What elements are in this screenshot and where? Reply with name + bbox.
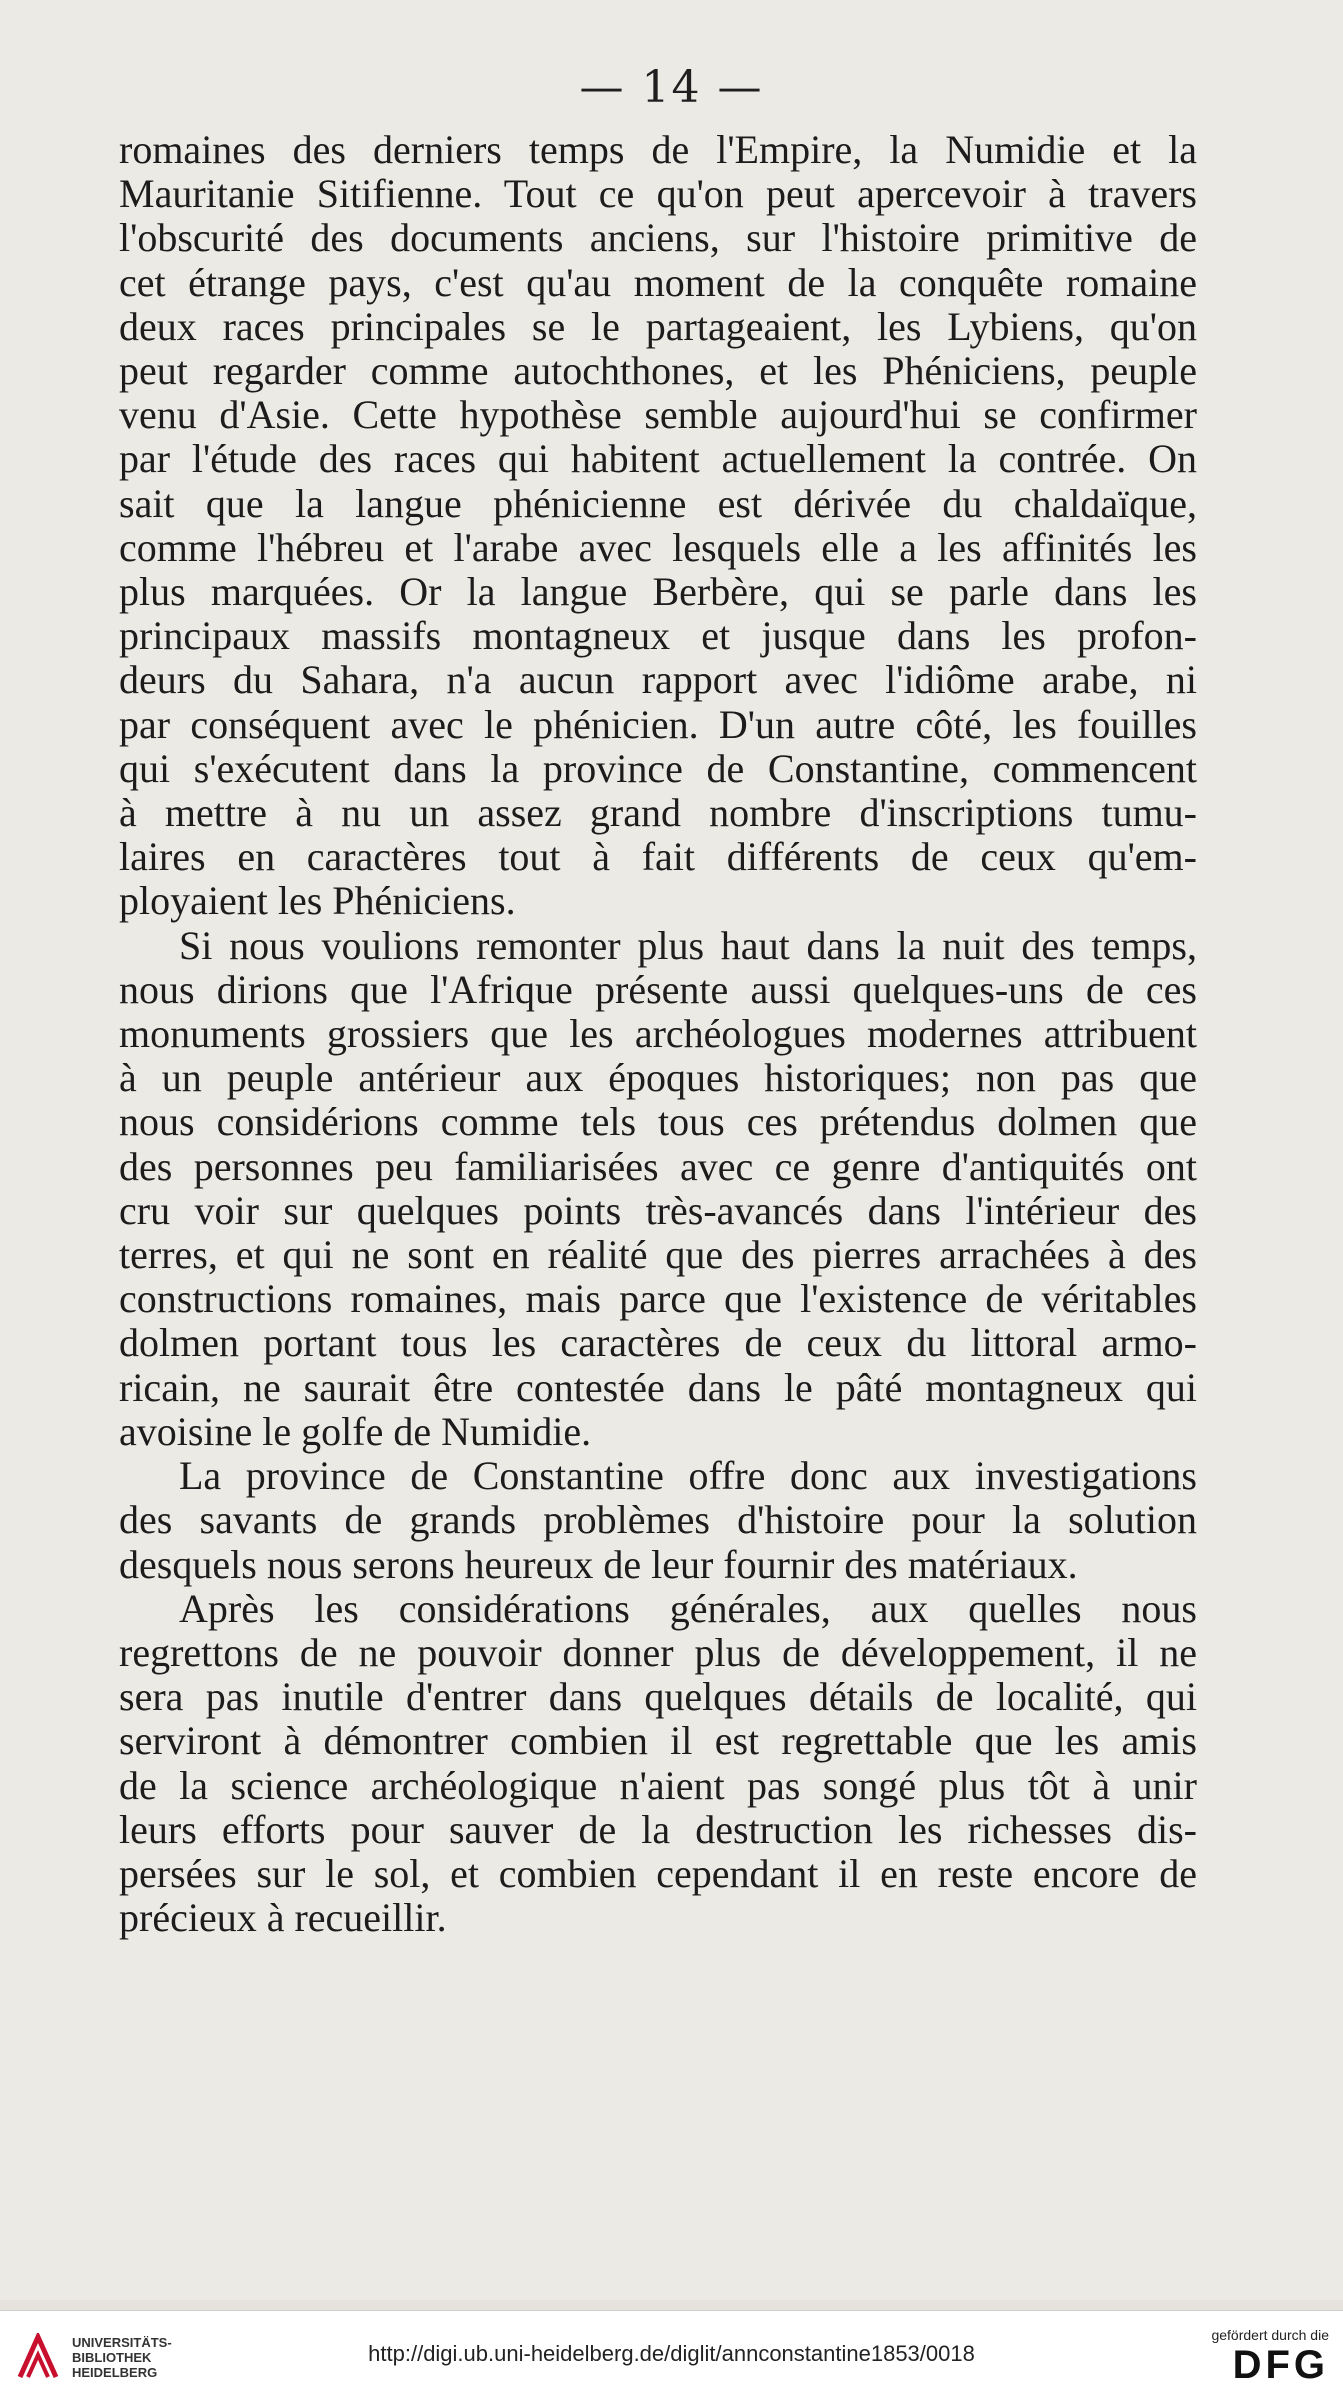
text-line: par conséquent avec le phénicien. D'un autre côté, les fouilles (119, 701, 1197, 747)
text-line: par l'étude des races qui habitent actuellement la contrée. On (119, 436, 1197, 482)
text-line: plus marquées. Or la langue Berbère, qui se parle dans les (119, 569, 1197, 615)
text-line: Si nous voulions remonter plus haut dans la nuit des temps, (179, 922, 1197, 968)
paragraph (119, 1454, 1197, 1587)
paragraph (119, 1587, 1197, 1941)
text-line: regrettons de ne pouvoir donner plus de développement, il ne (119, 1629, 1197, 1675)
text-line: l'obscurité des documents anciens, sur l'histoire primitive de (119, 215, 1197, 261)
text-line: des savants de grands problèmes d'histoire pour la solution (119, 1497, 1197, 1543)
library-name-line: BIBLIOTHEK (72, 2350, 152, 2365)
text-line: nous dirions que l'Afrique présente aussi quelques-uns de ces (119, 966, 1197, 1012)
text-line: terres, et qui ne sont en réalité que des pierres arrachées à des (119, 1232, 1197, 1278)
text-line: serviront à démontrer combien il est regrettable que les amis (119, 1718, 1197, 1764)
text-line: laires en caractères tout à fait différents de ceux qu'em- (119, 834, 1197, 880)
text-line: ployaient les Phéniciens. (119, 878, 516, 924)
text-line: cru voir sur quelques points très-avancés dans l'intérieur des (119, 1187, 1197, 1233)
text-line: sera pas inutile d'entrer dans quelques détails de localité, qui (119, 1674, 1197, 1720)
text-line: principaux massifs montagneux et jusque dans les profon- (119, 613, 1197, 659)
text-line: à un peuple antérieur aux époques historiques; non pas que (119, 1055, 1197, 1101)
funding-label: gefördert durch die (1211, 2327, 1329, 2343)
text-line: leurs efforts pour sauver de la destruction les richesses dis- (119, 1806, 1197, 1852)
text-line: comme l'hébreu et l'arabe avec lesquels elle a les affinités les (119, 524, 1197, 570)
text-line: précieux à recueillir. (119, 1895, 447, 1941)
text-line: romaines des derniers temps de l'Empire, la Numidie et la (119, 127, 1197, 172)
text-line: venu d'Asie. Cette hypothèse semble aujourd'hui se confirmer (119, 392, 1197, 438)
permalink-url[interactable]: http://digi.ub.uni-heidelberg.de/diglit/annconstantine1853/0018 (368, 2341, 975, 2366)
body-text (119, 128, 1197, 1940)
text-line: desquels nous serons heureux de leur fournir des matériaux. (119, 1541, 1078, 1587)
paragraph (119, 128, 1197, 924)
text-line: de la science archéologique n'aient pas songé plus tôt à unir (119, 1762, 1197, 1808)
paragraph (119, 924, 1197, 1454)
page-number: — 14 — (579, 62, 764, 113)
text-line: nous considérions comme tels tous ces prétendus dolmen que (119, 1099, 1197, 1145)
library-name-line: UNIVERSITÄTS- (72, 2335, 172, 2350)
text-line: à mettre à nu un assez grand nombre d'inscriptions tumu- (119, 790, 1197, 836)
text-line: deurs du Sahara, n'a aucun rapport avec l'idiôme arabe, ni (119, 657, 1197, 703)
text-line: cet étrange pays, c'est qu'au moment de la conquête romaine (119, 259, 1197, 305)
text-line: Après les considérations générales, aux quelles nous (179, 1585, 1197, 1631)
text-line: deux races principales se le partageaient, les Lybiens, qu'on (119, 303, 1197, 349)
text-line: des personnes peu familiarisées avec ce genre d'antiquités ont (119, 1143, 1197, 1189)
text-line: constructions romaines, mais parce que l'existence de véritables (119, 1276, 1197, 1322)
text-line: Mauritanie Sitifienne. Tout ce qu'on peut apercevoir à travers (119, 171, 1197, 217)
funding-notice (1211, 2327, 1329, 2387)
text-line: monuments grossiers que les archéologues modernes attribuent (119, 1011, 1197, 1057)
dfg-logo: DFG (1232, 2343, 1329, 2387)
text-line: peut regarder comme autochthones, et les Phéniciens, peuple (119, 348, 1197, 394)
text-line: qui s'exécutent dans la province de Constantine, commencent (119, 745, 1197, 791)
text-line: dolmen portant tous les caractères de ceux du littoral armo- (119, 1320, 1197, 1366)
text-line: avoisine le golfe de Numidie. (119, 1408, 592, 1454)
text-line: persées sur le sol, et combien cependant il en reste encore de (119, 1850, 1197, 1896)
text-line: sait que la langue phénicienne est dérivée du chaldaïque, (119, 480, 1197, 526)
library-name-line: HEIDELBERG (72, 2365, 158, 2380)
text-line: La province de Constantine offre donc aux investigations (179, 1453, 1197, 1499)
viewer-footer (0, 2310, 1343, 2404)
text-line: ricain, ne saurait être contestée dans le pâté montagneux qui (119, 1364, 1197, 1410)
